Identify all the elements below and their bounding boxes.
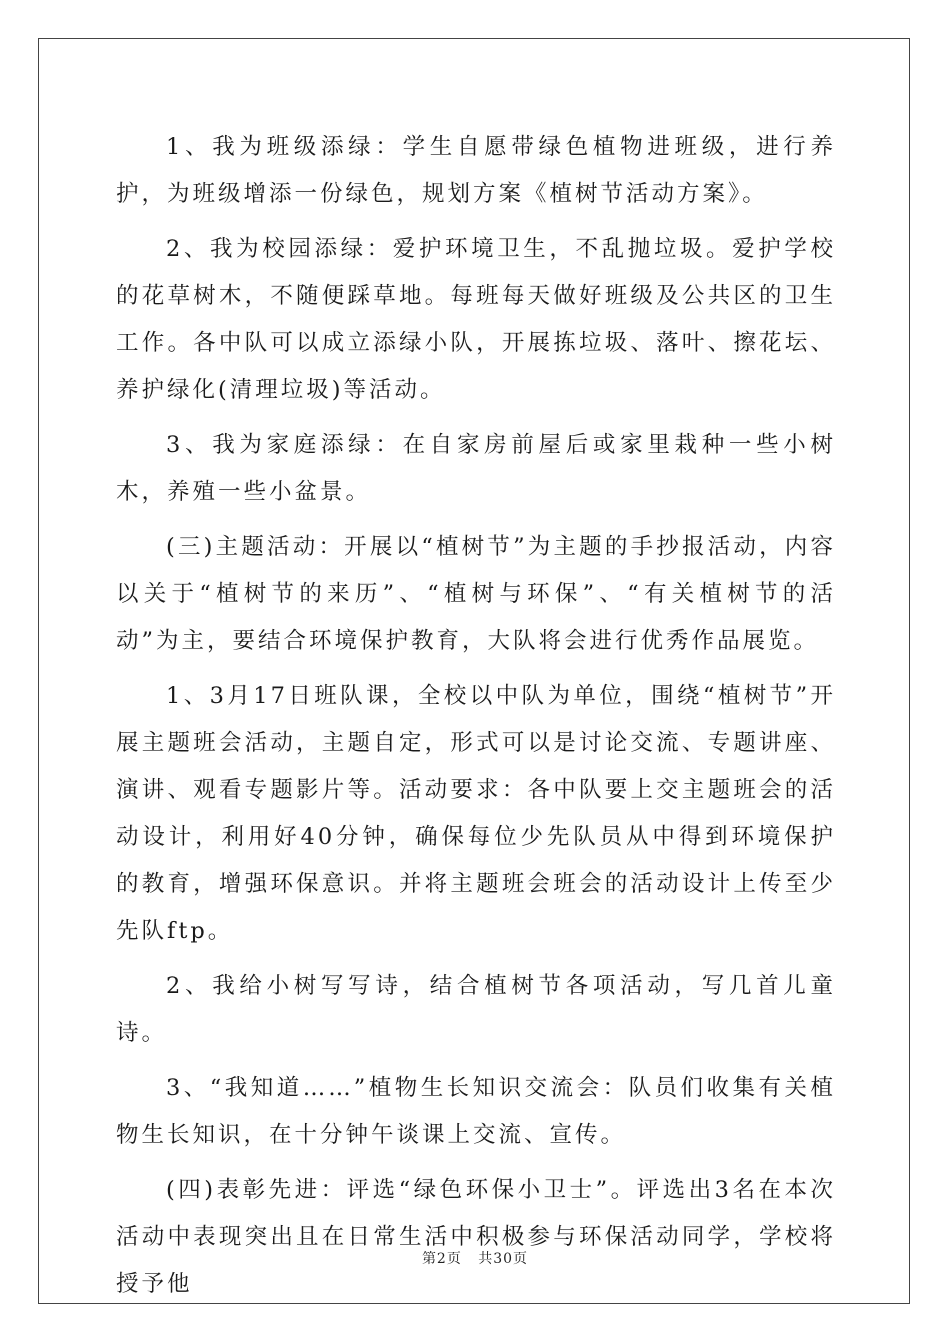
paragraph-class-green: 1、我为班级添绿：学生自愿带绿色植物进班级，进行养护，为班级增添一份绿色，规划方案《植树节活动方案》。: [116, 134, 836, 207]
paragraph-campus-green: 2、我为校园添绿：爱护环境卫生，不乱抛垃圾。爱护学校的花草树木，不随便踩草地。每班每天做好班级及公共区的卫生工作。各中队可以成立添绿小队，开展拣垃圾、落叶、擦花坛、养护绿化(清理垃圾)等活动。: [116, 236, 836, 403]
document-body: [116, 124, 836, 1316]
paragraph-home-green: 3、我为家庭添绿：在自家房前屋后或家里栽种一些小树木，养殖一些小盆景。: [116, 432, 836, 505]
page-total: 共30页: [478, 1251, 529, 1267]
page-footer: [0, 1248, 950, 1268]
page-number: 第2页: [421, 1251, 462, 1267]
paragraph-poetry: 2、我给小树写写诗，结合植树节各项活动，写几首儿童诗。: [116, 973, 836, 1046]
paragraph-theme-activity: (三)主题活动：开展以“植树节”为主题的手抄报活动，内容以关于“植树节的来历”、“植树与环保”、“有关植树节的活动”为主，要结合环境保护教育，大队将会进行优秀作品展览。: [116, 534, 836, 654]
paragraph-knowledge-exchange: 3、“我知道……”植物生长知识交流会：队员们收集有关植物生长知识，在十分钟午谈课上交流、宣传。: [116, 1075, 836, 1148]
paragraph-commendation: (四)表彰先进：评选“绿色环保小卫士”。评选出3名在本次活动中表现突出且在日常生活中积极参与环保活动同学，学校将授予他: [116, 1177, 836, 1297]
paragraph-class-meeting: 1、3月17日班队课，全校以中队为单位，围绕“植树节”开展主题班会活动，主题自定，形式可以是讨论交流、专题讲座、演讲、观看专题影片等。活动要求：各中队要上交主题班会的活动设计，利用好40分钟，确保每位少先队员从中得到环境保护的教育，增强环保意识。并将主题班会班会的活动设计上传至少先队ftp。: [116, 683, 836, 944]
